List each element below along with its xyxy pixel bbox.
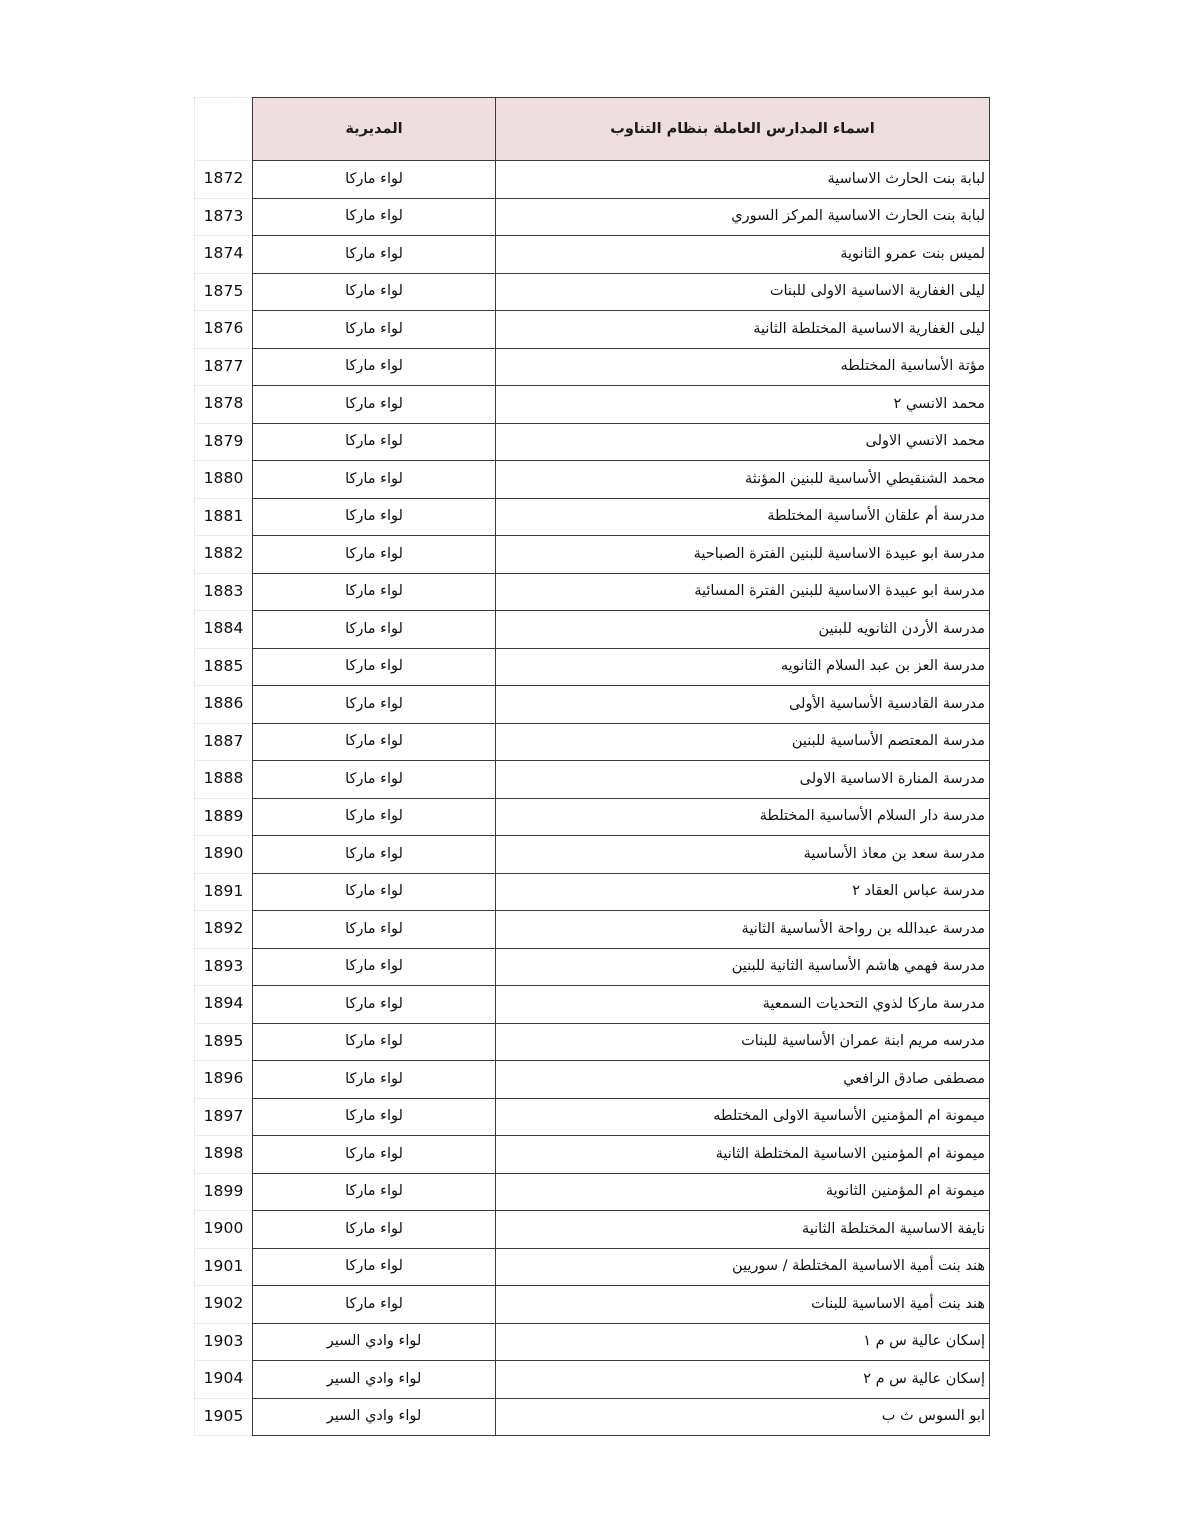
school-name-text: مدرسة سعد بن معاذ الأساسية (803, 845, 985, 862)
cell-school-name (496, 198, 990, 236)
cell-directorate: لواء ماركا (253, 911, 496, 949)
cell-school-name (496, 423, 990, 461)
cell-directorate: لواء ماركا (253, 1061, 496, 1099)
cell-school-name (496, 573, 990, 611)
cell-row-index: 1890 (195, 836, 253, 874)
school-name-text: محمد الانسي الاولى (865, 433, 985, 450)
cell-row-index: 1904 (195, 1361, 253, 1399)
cell-directorate: لواء ماركا (253, 986, 496, 1024)
table-row (195, 1136, 990, 1174)
cell-school-name (496, 1286, 990, 1324)
cell-row-index: 1887 (195, 723, 253, 761)
cell-school-name (496, 686, 990, 724)
cell-directorate: لواء ماركا (253, 348, 496, 386)
cell-school-name (496, 273, 990, 311)
table-row (195, 461, 990, 499)
school-name-text: إسكان عالية س م ٢ (863, 1370, 985, 1387)
school-name-text: مدرسة المنارة الاساسية الاولى (799, 770, 985, 787)
school-name-text: مدرسة عباس العقاد ٢ (852, 883, 985, 900)
cell-school-name (496, 1061, 990, 1099)
cell-school-name (496, 948, 990, 986)
school-name-text: نايفة الاساسية المختلطة الثانية (801, 1220, 985, 1237)
cell-row-index: 1875 (195, 273, 253, 311)
school-name-text: مدرسة ماركا لذوي التحديات السمعية (762, 995, 985, 1012)
table-row (195, 273, 990, 311)
table-row (195, 348, 990, 386)
column-header-directorate: المديرية (253, 98, 496, 161)
cell-directorate: لواء ماركا (253, 498, 496, 536)
table-body (195, 161, 990, 1436)
cell-directorate: لواء ماركا (253, 1023, 496, 1061)
cell-school-name (496, 911, 990, 949)
cell-row-index: 1903 (195, 1323, 253, 1361)
table-row (195, 1023, 990, 1061)
cell-school-name (496, 723, 990, 761)
school-name-text: مدرسة دار السلام الأساسية المختلطة (759, 808, 985, 825)
cell-directorate: لواء ماركا (253, 1248, 496, 1286)
school-name-text: مدرسة العز بن عبد السلام الثانويه (780, 658, 985, 675)
table-row (195, 1211, 990, 1249)
cell-school-name (496, 1323, 990, 1361)
cell-school-name (496, 498, 990, 536)
cell-row-index: 1873 (195, 198, 253, 236)
table-row (195, 723, 990, 761)
cell-directorate: لواء ماركا (253, 161, 496, 199)
cell-row-index: 1872 (195, 161, 253, 199)
cell-row-index: 1900 (195, 1211, 253, 1249)
school-name-text: مؤتة الأساسية المختلطه (840, 358, 985, 375)
school-name-text: مدرسة ابو عبيدة الاساسية للبنين الفترة المسائية (694, 583, 985, 600)
table-row (195, 1173, 990, 1211)
cell-directorate: لواء وادي السير (253, 1323, 496, 1361)
school-name-text: مدرسة المعتصم الأساسية للبنين (791, 733, 985, 750)
cell-row-index: 1874 (195, 236, 253, 274)
cell-directorate: لواء ماركا (253, 873, 496, 911)
school-name-text: ابو السوس ث ب (881, 1408, 985, 1425)
cell-directorate: لواء ماركا (253, 1211, 496, 1249)
table-row (195, 648, 990, 686)
cell-directorate: لواء ماركا (253, 236, 496, 274)
cell-school-name (496, 836, 990, 874)
cell-row-index: 1880 (195, 461, 253, 499)
table-row (195, 573, 990, 611)
cell-row-index: 1882 (195, 536, 253, 574)
cell-row-index: 1894 (195, 986, 253, 1024)
cell-row-index: 1881 (195, 498, 253, 536)
table-header (195, 98, 990, 161)
cell-row-index: 1883 (195, 573, 253, 611)
school-name-text: إسكان عالية س م ١ (863, 1333, 985, 1350)
school-name-text: ميمونة ام المؤمنين الأساسية الاولى المختلطه (713, 1108, 985, 1125)
cell-row-index: 1876 (195, 311, 253, 349)
cell-school-name (496, 1098, 990, 1136)
school-name-text: هند بنت أمية الاساسية للبنات (811, 1295, 985, 1312)
table-row (195, 1323, 990, 1361)
school-name-text: مدرسة أم علقان الأساسية المختلطة (767, 508, 985, 525)
cell-school-name (496, 461, 990, 499)
cell-school-name (496, 1136, 990, 1174)
table-row (195, 423, 990, 461)
table-row (195, 1061, 990, 1099)
table-row (195, 986, 990, 1024)
cell-row-index: 1878 (195, 386, 253, 424)
school-name-text: مدرسه مريم ابنة عمران الأساسية للبنات (741, 1033, 985, 1050)
school-name-text: مصطفى صادق الرافعي (843, 1070, 985, 1087)
school-name-text: ميمونة ام المؤمنين الثانوية (825, 1183, 985, 1200)
school-name-text: ميمونة ام المؤمنين الاساسية المختلطة الثانية (715, 1145, 985, 1162)
cell-school-name (496, 1361, 990, 1399)
cell-row-index: 1885 (195, 648, 253, 686)
cell-directorate: لواء ماركا (253, 386, 496, 424)
school-name-text: مدرسة ابو عبيدة الاساسية للبنين الفترة الصباحية (693, 545, 985, 562)
cell-school-name (496, 1211, 990, 1249)
cell-row-index: 1888 (195, 761, 253, 799)
cell-school-name (496, 348, 990, 386)
cell-school-name (496, 536, 990, 574)
cell-school-name (496, 1398, 990, 1436)
cell-directorate: لواء ماركا (253, 461, 496, 499)
cell-row-index: 1897 (195, 1098, 253, 1136)
cell-school-name (496, 873, 990, 911)
cell-directorate: لواء ماركا (253, 761, 496, 799)
cell-row-index: 1905 (195, 1398, 253, 1436)
cell-row-index: 1896 (195, 1061, 253, 1099)
table-row (195, 1398, 990, 1436)
table-row (195, 911, 990, 949)
cell-directorate: لواء ماركا (253, 536, 496, 574)
school-name-text: لميس بنت عمرو الثانوية (840, 245, 985, 262)
table-row (195, 873, 990, 911)
cell-school-name (496, 386, 990, 424)
cell-row-index: 1889 (195, 798, 253, 836)
cell-row-index: 1901 (195, 1248, 253, 1286)
cell-directorate: لواء وادي السير (253, 1398, 496, 1436)
school-name-text: ليلى الغفارية الاساسية المختلطة الثانية (753, 320, 985, 337)
cell-directorate: لواء ماركا (253, 273, 496, 311)
cell-directorate: لواء ماركا (253, 423, 496, 461)
cell-directorate: لواء ماركا (253, 198, 496, 236)
cell-row-index: 1892 (195, 911, 253, 949)
cell-school-name (496, 1173, 990, 1211)
cell-row-index: 1879 (195, 423, 253, 461)
table-row (195, 386, 990, 424)
cell-directorate: لواء ماركا (253, 798, 496, 836)
cell-directorate: لواء ماركا (253, 1098, 496, 1136)
table-row (195, 498, 990, 536)
school-name-text: مدرسة القادسية الأساسية الأولى (788, 695, 985, 712)
table-row (195, 798, 990, 836)
cell-directorate: لواء ماركا (253, 648, 496, 686)
school-name-text: لبابة بنت الحارث الاساسية المركز السوري (731, 208, 985, 225)
column-header-index (195, 98, 253, 161)
cell-row-index: 1898 (195, 1136, 253, 1174)
cell-row-index: 1884 (195, 611, 253, 649)
school-name-text: ليلى الغفارية الاساسية الاولى للبنات (769, 283, 985, 300)
cell-school-name (496, 161, 990, 199)
cell-row-index: 1877 (195, 348, 253, 386)
cell-directorate: لواء ماركا (253, 1173, 496, 1211)
cell-row-index: 1895 (195, 1023, 253, 1061)
table-row (195, 836, 990, 874)
school-name-text: مدرسة فهمي هاشم الأساسية الثانية للبنين (731, 958, 985, 975)
column-header-school-name: اسماء المدارس العاملة بنظام التناوب (496, 98, 990, 161)
cell-directorate: لواء ماركا (253, 948, 496, 986)
cell-directorate: لواء ماركا (253, 311, 496, 349)
cell-school-name (496, 798, 990, 836)
table-row (195, 236, 990, 274)
table-row (195, 311, 990, 349)
cell-directorate: لواء ماركا (253, 723, 496, 761)
cell-school-name (496, 648, 990, 686)
table-row (195, 198, 990, 236)
school-name-text: محمد الشنقيطي الأساسية للبنين المؤنثة (744, 470, 985, 487)
table-row (195, 1286, 990, 1324)
cell-school-name (496, 311, 990, 349)
table-row (195, 161, 990, 199)
table-row (195, 536, 990, 574)
cell-directorate: لواء ماركا (253, 573, 496, 611)
table-header-row (195, 98, 990, 161)
cell-school-name (496, 1248, 990, 1286)
table-row (195, 611, 990, 649)
cell-school-name (496, 611, 990, 649)
cell-directorate: لواء وادي السير (253, 1361, 496, 1399)
cell-directorate: لواء ماركا (253, 686, 496, 724)
schools-table (194, 97, 990, 1436)
table-row (195, 1098, 990, 1136)
school-name-text: هند بنت أمية الاساسية المختلطة / سوريين (731, 1258, 985, 1275)
cell-school-name (496, 761, 990, 799)
cell-directorate: لواء ماركا (253, 1286, 496, 1324)
cell-school-name (496, 1023, 990, 1061)
school-name-text: مدرسة عبدالله بن رواحة الأساسية الثانية (741, 920, 985, 937)
school-name-text: مدرسة الأردن الثانويه للبنين (818, 620, 985, 637)
table-row (195, 948, 990, 986)
schools-table-container (195, 97, 990, 1436)
school-name-text: لبابة بنت الحارث الاساسية (827, 170, 985, 187)
cell-directorate: لواء ماركا (253, 1136, 496, 1174)
table-row (195, 1361, 990, 1399)
table-row (195, 761, 990, 799)
cell-row-index: 1886 (195, 686, 253, 724)
school-name-text: محمد الانسي ٢ (893, 395, 985, 412)
cell-directorate: لواء ماركا (253, 611, 496, 649)
cell-school-name (496, 986, 990, 1024)
cell-directorate: لواء ماركا (253, 836, 496, 874)
cell-school-name (496, 236, 990, 274)
cell-row-index: 1899 (195, 1173, 253, 1211)
cell-row-index: 1891 (195, 873, 253, 911)
cell-row-index: 1893 (195, 948, 253, 986)
cell-row-index: 1902 (195, 1286, 253, 1324)
table-row (195, 1248, 990, 1286)
table-row (195, 686, 990, 724)
